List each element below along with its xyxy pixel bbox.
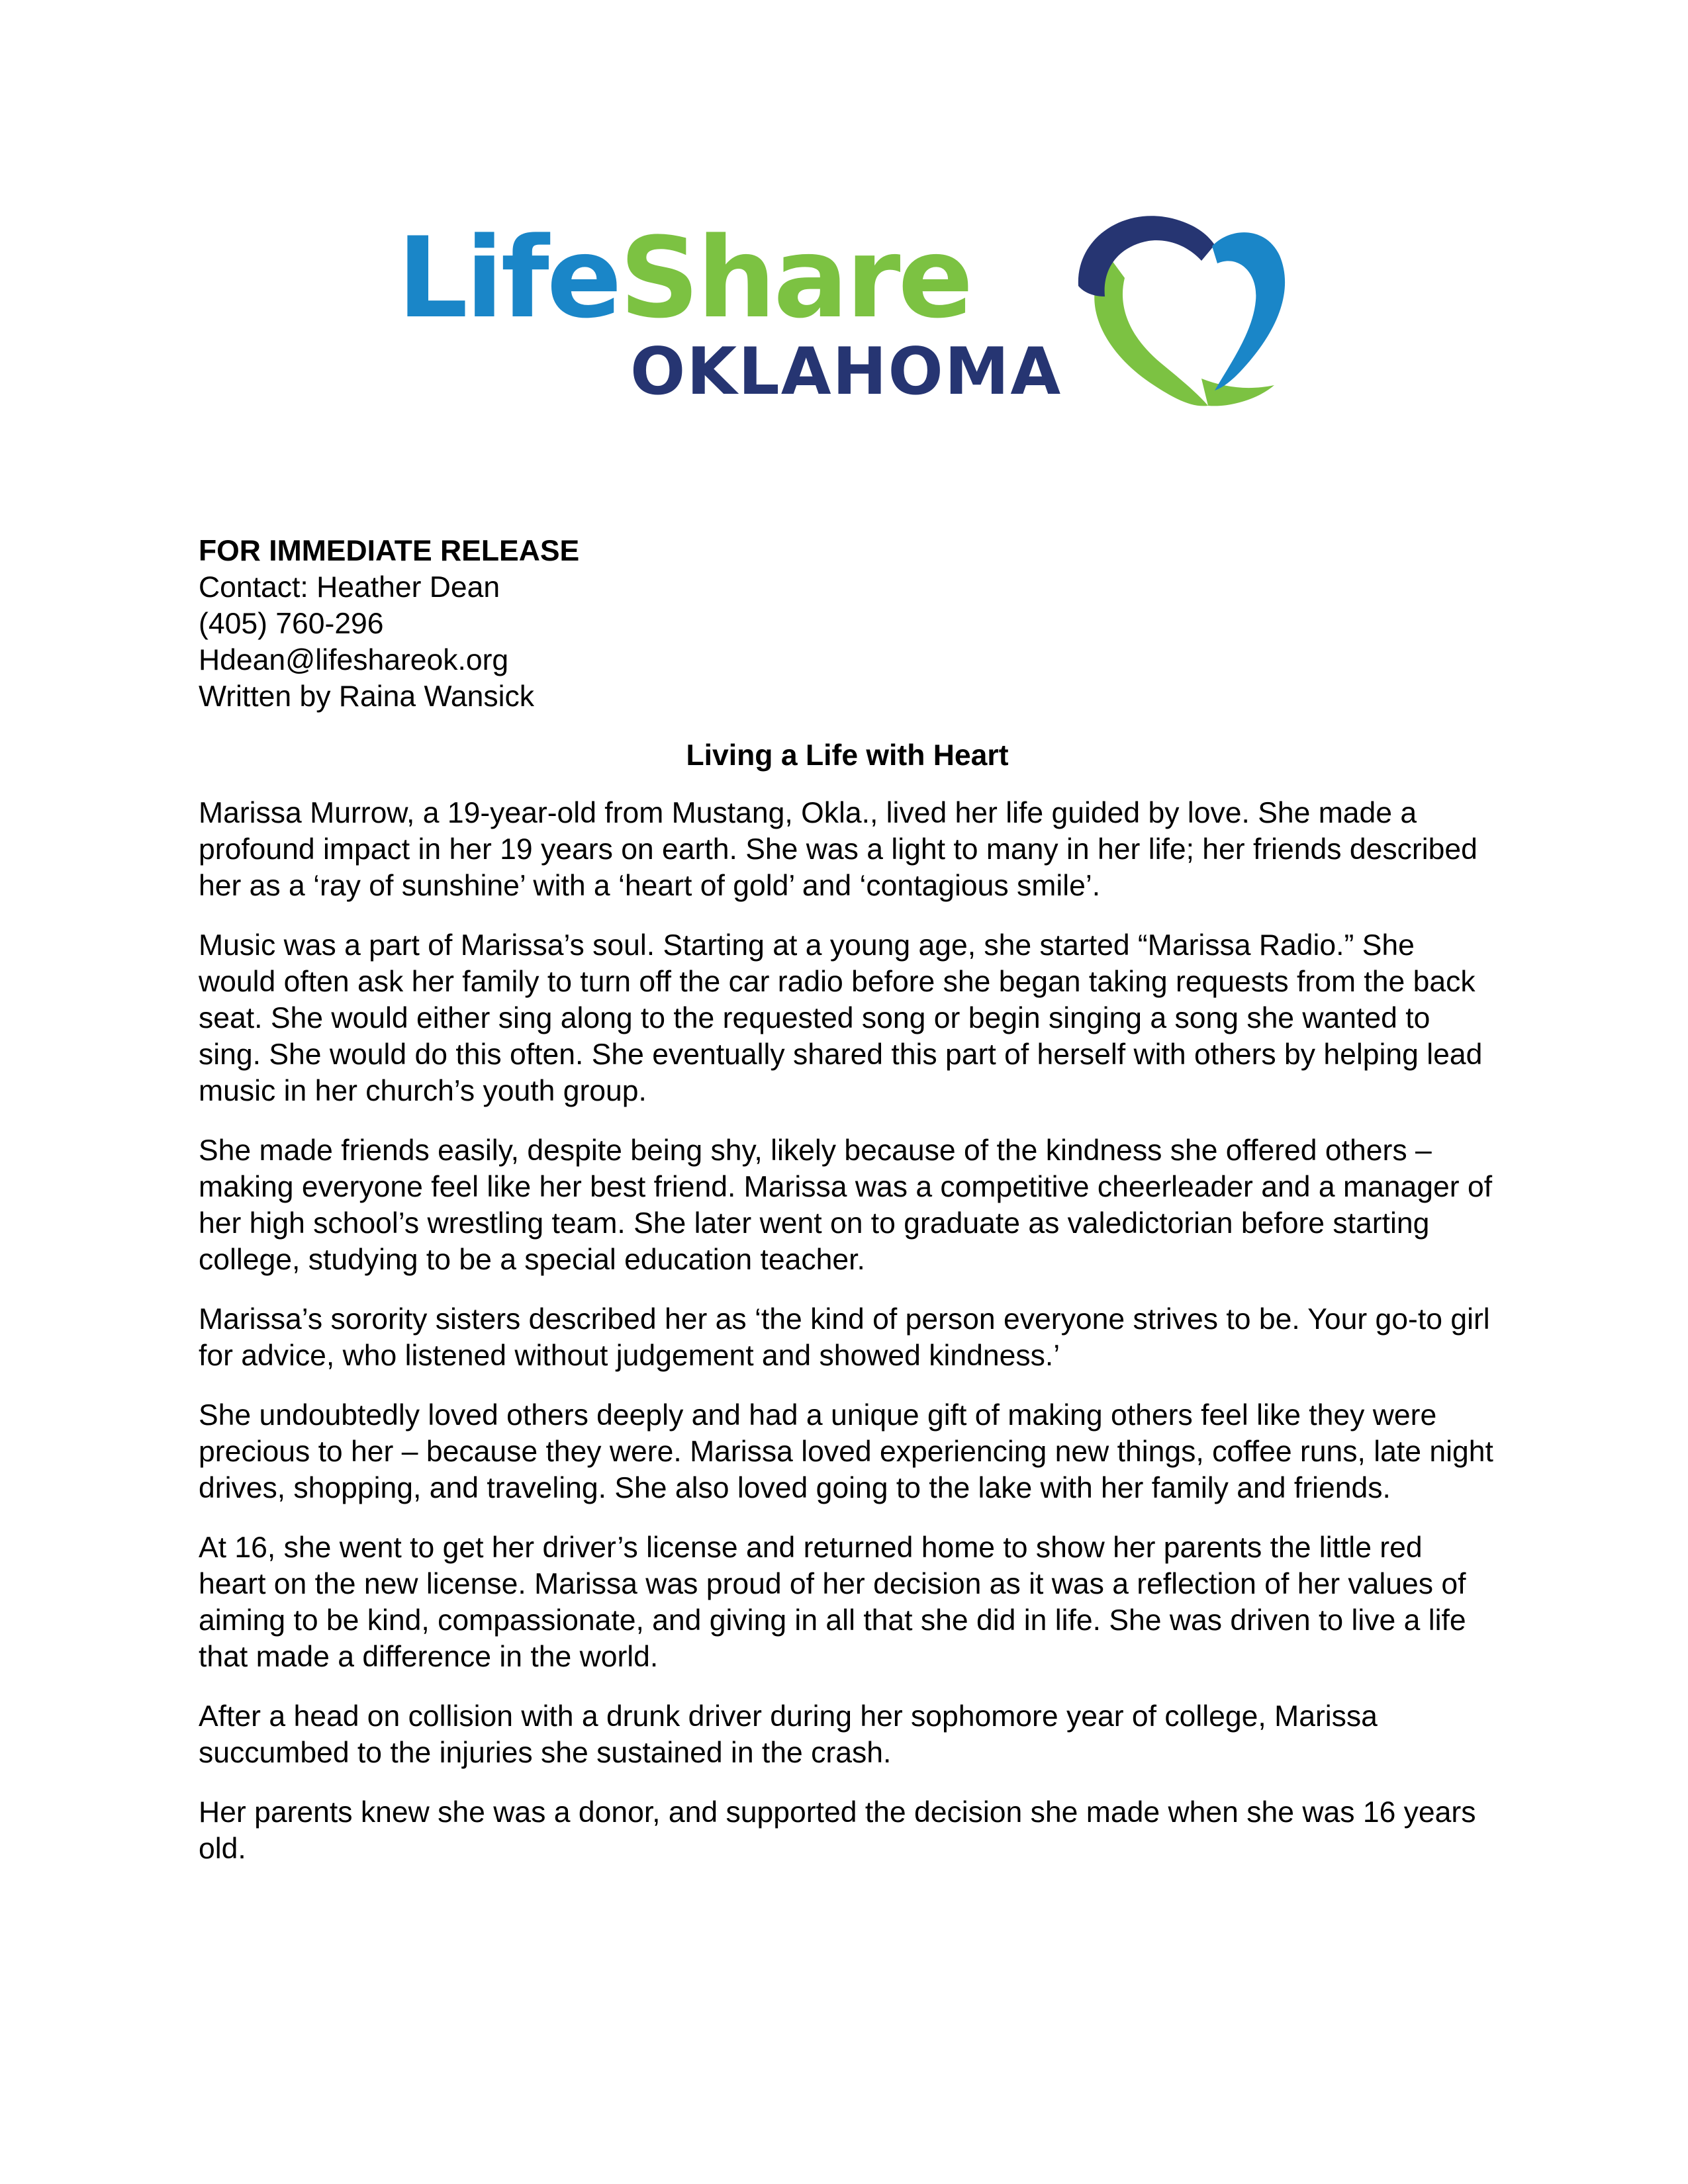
document-title: Living a Life with Heart (686, 739, 1009, 772)
author-line: Written by Raina Wansick (199, 680, 534, 713)
contact-email: Hdean@lifeshareok.org (199, 644, 509, 676)
press-release-body (199, 533, 1496, 1867)
body-paragraph: Marissa Murrow, a 19-year-old from Mustang, Okla., lived her life guided by love. She made a profound impact in her 19 years on earth. She was a light to many in her life; her friends described her as a ‘ray of sunshine’ with a ‘heart of gold’ and ‘contagious smile’. (199, 797, 1477, 902)
body-paragraph: Marissa’s sorority sisters described her as ‘the kind of person everyone strives to be. Your go-to girl for advice, who listened without judgement and showed kindness.’ (199, 1303, 1490, 1372)
body-paragraph: She made friends easily, despite being shy, likely because of the kindness she offered others – making everyone feel like her best friend. Marissa was a competitive cheerleader and a manager of her high school’s wrestling team. She later went on to graduate as valedictorian before starting college, studying to be a special education teacher. (199, 1134, 1493, 1276)
body-paragraph: After a head on collision with a drunk driver during her sophomore year of college, Marissa succumbed to the injuries she sustained in the crash. (199, 1700, 1378, 1769)
body-paragraph: At 16, she went to get her driver’s license and returned home to show her parents the little red heart on the new license. Marissa was proud of her decision as it was a reflection of her values of aiming to be kind, compassionate, and giving in all that she did in life. She was driven to live a life that made a difference in the world. (199, 1531, 1466, 1673)
logo-wordmark (397, 212, 970, 344)
contact-phone: (405) 760-296 (199, 608, 384, 640)
contact-name: Contact: Heather Dean (199, 571, 500, 604)
lifeshare-oklahoma-logo (397, 212, 1284, 410)
heart-icon (1076, 212, 1288, 410)
logo-word-life: Life (397, 213, 620, 343)
release-label: FOR IMMEDIATE RELEASE (199, 535, 580, 567)
body-paragraph: Music was a part of Marissa’s soul. Starting at a young age, she started “Marissa Radio.” She would often ask her family to turn off the car radio before she began taking requests from the back seat. She would either sing along to the requested song or begin singing a song she wanted to sing. She would do this often. She eventually shared this part of herself with others by helping lead music in her church’s youth group. (199, 929, 1483, 1107)
body-paragraph: Her parents knew she was a donor, and supported the decision she made when she was 16 years old. (199, 1796, 1476, 1865)
logo-state-name: OKLAHOMA (630, 334, 1062, 410)
release-header (199, 533, 1496, 715)
body-paragraph: She undoubtedly loved others deeply and had a unique gift of making others feel like they were precious to her – because they were. Marissa loved experiencing new things, coffee runs, late night drives, shopping, and traveling. She also loved going to the lake with her family and friends. (199, 1399, 1493, 1504)
logo-word-share: Share (619, 213, 971, 343)
